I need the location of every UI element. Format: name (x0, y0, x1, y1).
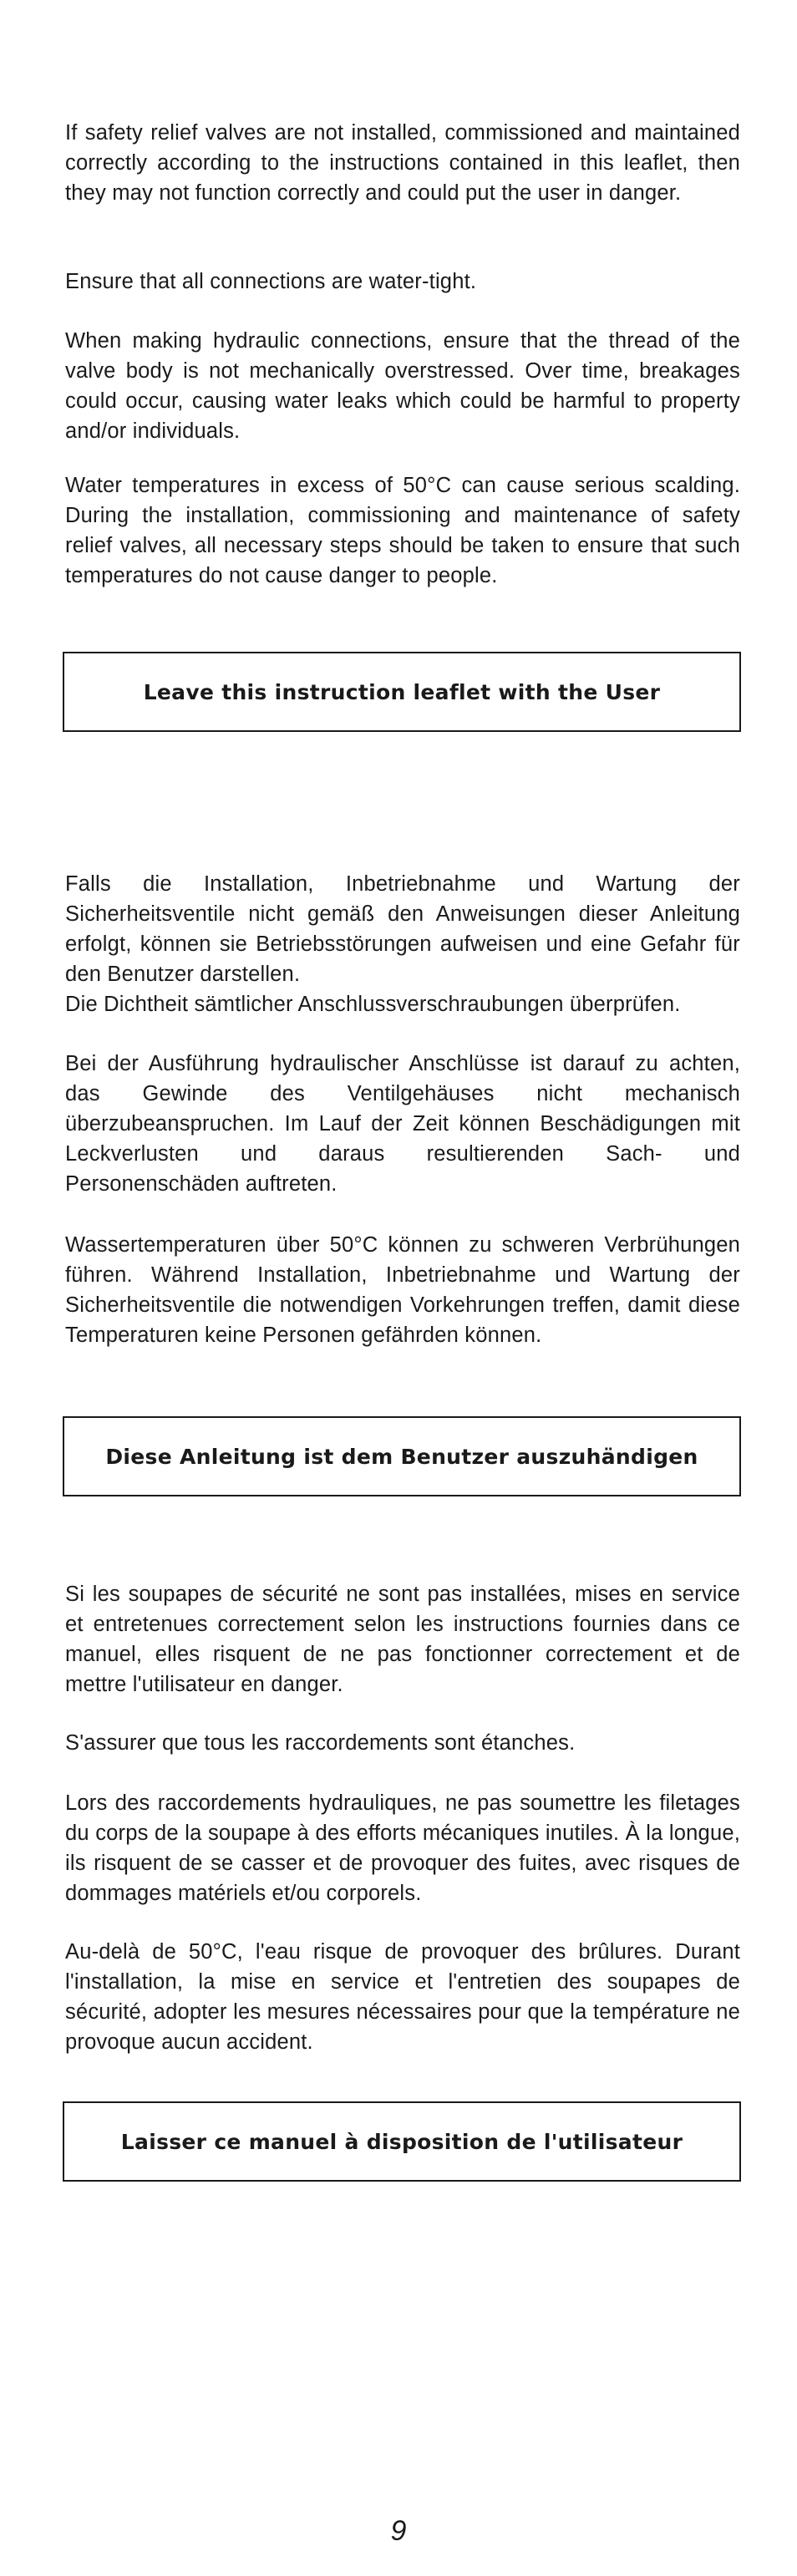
english-safety-paragraph: If safety relief valves are not installed, commissioned and maintained correctly according to the instructions contained in this leaflet, then they may not function correctly and could put the user in danger. (65, 121, 740, 205)
german-notice-text: Diese Anleitung ist dem Benutzer auszuhändigen (105, 1444, 698, 1469)
french-temperature-paragraph: Au-delà de 50°C, l'eau risque de provoquer des brûlures. Durant l'installation, la mise en service et l'entretien des soupapes de sécurité, adopter les mesures nécessaires pour que la température ne provoque aucun accident. (65, 1940, 740, 2054)
english-notice-box (63, 652, 741, 732)
french-watertight-paragraph: S'assurer que tous les raccordements sont étanches. (65, 1731, 576, 1755)
german-temperature-paragraph: Wassertemperaturen über 50°C können zu schweren Verbrühungen führen. Während Installation, Inbetriebnahme und Wartung der Sicherheitsventile die notwendigen Vorkehrungen treffen, damit diese Temperaturen keine Personen gefährden können. (65, 1233, 740, 1347)
german-safety-paragraph: Falls die Installation, Inbetriebnahme und Wartung der Sicherheitsventile nicht gemäß den Anweisungen dieser Anleitung erfolgt, können sie Betriebsstörungen aufweisen und eine Gefahr für den Benutzer darstellen. (65, 872, 740, 986)
french-safety-paragraph: Si les soupapes de sécurité ne sont pas installées, mises en service et entretenues correctement selon les instructions fournies dans ce manuel, elles risquent de ne pas fonctionner correctement et de mettre l'utilisateur en danger. (65, 1583, 740, 1696)
german-notice-box (63, 1416, 741, 1496)
german-watertight-paragraph: Die Dichtheit sämtlicher Anschlussverschraubungen überprüfen. (65, 993, 681, 1016)
french-notice-text: Laisser ce manuel à disposition de l'utilisateur (120, 2129, 683, 2154)
english-temperature-paragraph: Water temperatures in excess of 50°C can cause serious scalding. During the installation, commissioning and maintenance of safety relief valves, all necessary steps should be taken to ensure that such temperatures do not cause danger to people. (65, 474, 740, 587)
french-notice-box (63, 2101, 741, 2182)
english-hydraulic-paragraph: When making hydraulic connections, ensure that the thread of the valve body is not mechanically overstressed. Over time, breakages could occur, causing water leaks which could be harmful to property and/or individuals. (65, 329, 740, 443)
french-hydraulic-paragraph: Lors des raccordements hydrauliques, ne pas soumettre les filetages du corps de la soupape à des efforts mécaniques inutiles. À la longue, ils risquent de se casser et de provoquer des fuites, avec risques de dommages matériels et/ou corporels. (65, 1791, 740, 1905)
page-number: 9 (390, 2515, 407, 2547)
german-hydraulic-paragraph: Bei der Ausführung hydraulischer Anschlüsse ist darauf zu achten, das Gewinde des Ventilgehäuses nicht mechanisch überzubeanspruchen. Im Lauf der Zeit können Beschädigungen mit Leckverlusten und daraus resultierenden Sach- und Personenschäden auftreten. (65, 1052, 740, 1196)
english-watertight-paragraph: Ensure that all connections are water-tight. (65, 270, 477, 293)
english-notice-text: Leave this instruction leaflet with the User (143, 679, 661, 704)
